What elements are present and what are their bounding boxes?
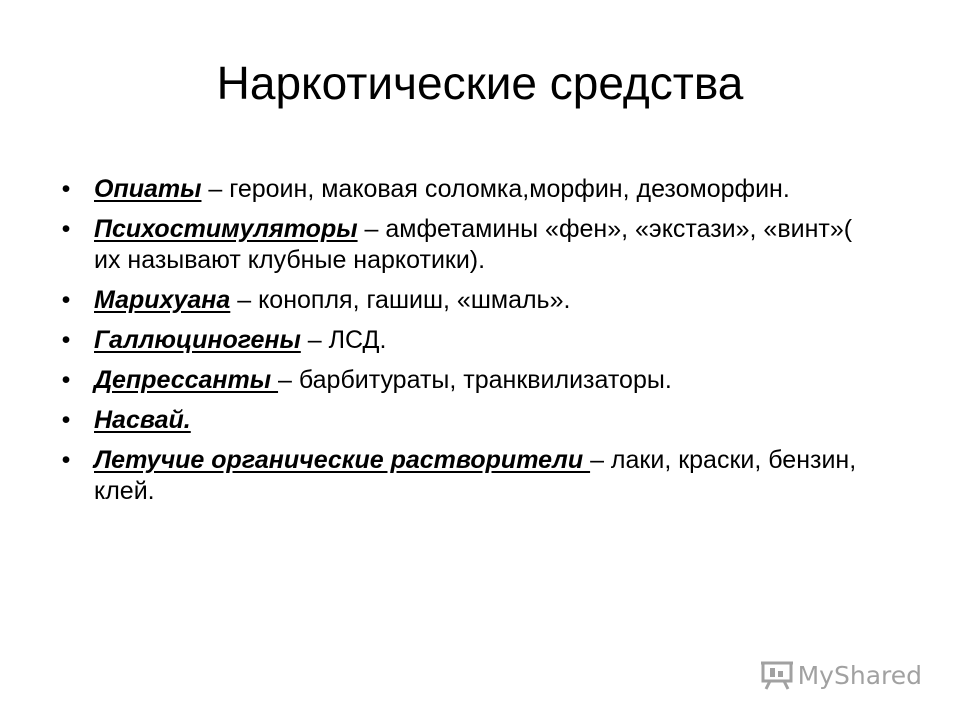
watermark-text: MyShared (797, 660, 922, 690)
bullet-term: Летучие органические растворители (94, 446, 591, 474)
bullet-marker: • (61, 215, 71, 243)
bullet-text: – ЛСД. (300, 326, 387, 354)
bullet-term: Психостимуляторы (94, 215, 358, 243)
bullet-text: – барбитураты, транквилизаторы. (278, 366, 672, 394)
bullet-marker: • (61, 406, 71, 434)
bullet-marker: • (61, 175, 71, 203)
bullet-term: Насвай. (94, 406, 191, 434)
bullet-marker: • (61, 366, 71, 394)
list-item (56, 445, 876, 507)
list-item (56, 325, 876, 356)
list-item (56, 214, 876, 276)
bullet-marker: • (61, 286, 71, 314)
bullet-term: Галлюциногены (94, 326, 301, 354)
bullet-marker: • (61, 446, 71, 474)
list-item (56, 365, 876, 396)
presentation-icon (760, 660, 794, 690)
bullet-text: – конопля, гашиш, «шмаль». (230, 286, 571, 314)
bullet-list (56, 174, 876, 516)
bullet-marker: • (61, 326, 71, 354)
bullet-term: Депрессанты (94, 366, 279, 394)
list-item (56, 285, 876, 316)
bullet-term: Марихуана (94, 286, 231, 314)
watermark (760, 660, 922, 690)
bullet-text: – героин, маковая соломка,морфин, дезоморфин. (201, 175, 790, 203)
bullet-text: – лаки, краски, бензин, клей. (94, 446, 857, 505)
bullet-term: Опиаты (94, 175, 202, 203)
list-item (56, 405, 876, 436)
bullet-text: – амфетамины «фен», «экстази», «винт»( их называют клубные наркотики). (94, 215, 853, 274)
list-item (56, 174, 876, 205)
slide-title: Наркотические средства (216, 57, 744, 109)
